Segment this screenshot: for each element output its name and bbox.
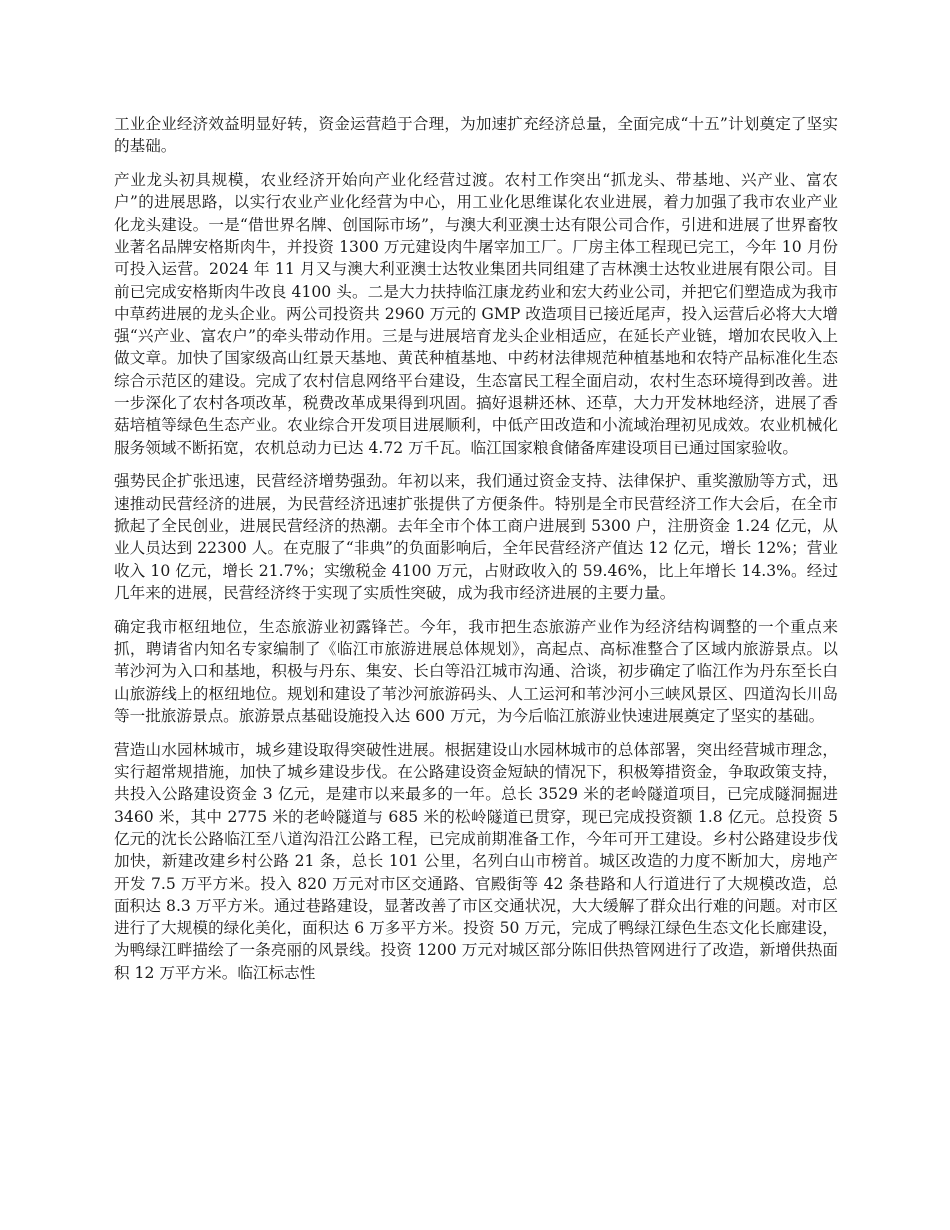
paragraph-urban-rural-construction: 营造山水园林城市，城乡建设取得突破性进展。根据建设山水园林城市的总体部署，突出经营城市理念，实行超常规措施，加快了城乡建设步伐。在公路建设资金短缺的情况下，积极筹措资金，争取政策支持，共投入公路建设资金 3 亿元，是建市以来最多的一年。总长 3529 米的老岭隧道项目，已完成隧洞掘进 3460 米，其中 2775 米的老岭隧道与 685 米的松岭隧道已贯穿，现已完成投资额 1.8 亿元。总投资 5 亿元的沈长公路临江至八道沟沿江公路工程，已完成前期准备工作，今年可开工建设。乡村公路建设步伐加快，新建改建乡村公路 21 条，总长 101 公里，名列白山市榜首。城区改造的力度不断加大，房地产开发 7.5 万平方米。投入 820 万元对市区交通路、官殿街等 42 条巷路和人行道进行了大规模改造，总面积达 8.3 万平方米。通过巷路建设，显著改善了市区交通状况，大大缓解了群众出行难的问题。对市区进行了大规模的绿化美化，面积达 6 万多平方米。投资 50 万元，完成了鸭绿江绿色生态文化长廊建设，为鸭绿江畔描绘了一条亮丽的风景线。投资 1200 万元对城区部分陈旧供热管网进行了改造，新增供热面积 12 万平方米。临江标志性	[114, 740, 838, 982]
document-page	[114, 113, 838, 995]
paragraph-private-economy: 强势民企扩张迅速，民营经济增势强劲。年初以来，我们通过资金支持、法律保护、重奖激励等方式，迅速推动民营经济的进展，为民营经济迅速扩张提供了方便条件。特别是全市民营经济工作大会后，在全市掀起了全民创业，进展民营经济的热潮。去年全市个体工商户进展到 5300 户，注册资金 1.24 亿元，从业人员达到 22300 人。在克服了“非典”的负面影响后，全年民营经济产值达 12 亿元，增长 12%；营业收入 10 亿元，增长 21.7%；实缴税金 4100 万元，占财政收入的 59.46%，比上年增长 14.3%。经过几年来的进展，民营经济终于实现了实质性突破，成为我市经济进展的主要力量。	[114, 472, 838, 602]
paragraph-eco-tourism: 确定我市枢纽地位，生态旅游业初露锋芒。今年，我市把生态旅游产业作为经济结构调整的一个重点来抓，聘请省内知名专家编制了《临江市旅游进展总体规划》，高起点、高标准整合了区域内旅游景点。以苇沙河为入口和基地，积极与丹东、集安、长白等沿江城市沟通、洽谈，初步确定了临江作为丹东至长白山旅游线上的枢纽地位。规划和建设了苇沙河旅游码头、人工运河和苇沙河小三峡风景区、四道沟长川岛等一批旅游景点。旅游景点基础设施投入达 600 万元，为今后临江旅游业快速进展奠定了坚实的基础。	[114, 617, 838, 725]
paragraph-agriculture-industrialization: 产业龙头初具规模，农业经济开始向产业化经营过渡。农村工作突出“抓龙头、带基地、兴产业、富农户”的进展思路，以实行农业产业化经营为中心，用工业化思维谋化农业进展，着力加强了我市农业产业化龙头建设。一是“借世界名牌、创国际市场”，与澳大利亚澳士达有限公司合作，引进和进展了世界畜牧业著名品牌安格斯肉牛，并投资 1300 万元建设肉牛屠宰加工厂。厂房主体工程现已完工，今年 10 月份可投入运营。2024 年 11 月又与澳大利亚澳士达牧业集团共同组建了吉林澳士达牧业进展有限公司。目前已完成安格斯肉牛改良 4100 头。二是大力扶持临江康龙药业和宏大药业公司，并把它们塑造成为我市中草药进展的龙头企业。两公司投资共 2960 万元的 GMP 改造项目已接近尾声，投入运营后必将大大增强“兴产业、富农户”的牵头带动作用。三是与进展培育龙头企业相适应，在延长产业链，增加农民收入上做文章。加快了国家级高山红景天基地、黄芪种植基地、中药材法律规范种植基地和农特产品标准化生态综合示范区的建设。完成了农村信息网络平台建设，生态富民工程全面启动，农村生态环境得到改善。进一步深化了农村各项改革，税费改革成果得到巩固。搞好退耕还林、还草，大力开发林地经济，进展了香菇培植等绿色生态产业。农业综合开发项目进展顺利，中低产田改造和小流域治理初见成效。农业机械化服务领域不断拓宽，农机总动力已达 4.72 万千瓦。临江国家粮食储备库建设项目已通过国家验收。	[114, 171, 838, 457]
paragraph-industry-efficiency: 工业企业经济效益明显好转，资金运营趋于合理，为加速扩充经济总量，全面完成“十五”计划奠定了坚实的基础。	[114, 115, 838, 156]
